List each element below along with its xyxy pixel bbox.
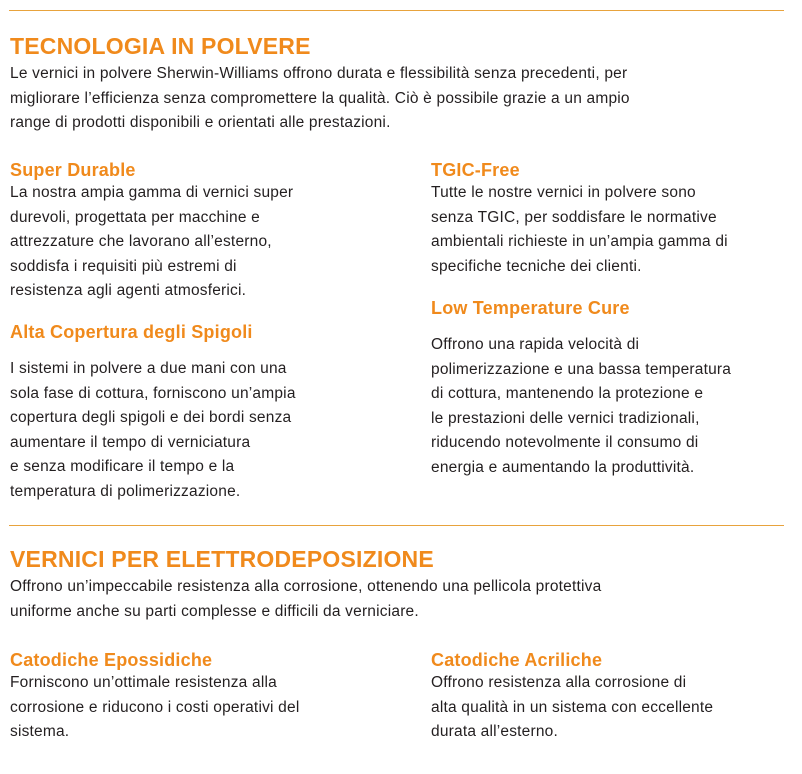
super-durable-block bbox=[10, 159, 370, 304]
edge-coverage-text: I sistemi in polvere a due mani con una sola fase di cottura, forniscono un’ampia copertura degli spigoli e dei bordi senza aumentare il tempo di verniciatura e senza modificare il tempo e la temperatura di polimerizzazione. bbox=[10, 360, 296, 500]
middle-divider bbox=[9, 525, 784, 526]
top-divider bbox=[9, 10, 784, 11]
powder-section-title: TECNOLOGIA IN POLVERE bbox=[10, 33, 311, 59]
epoxy-text: Forniscono un’ottimale resistenza alla corrosione e riducono i costi operativi del sistema. bbox=[10, 674, 300, 740]
edge-coverage-block bbox=[10, 321, 370, 504]
edge-coverage-title: Alta Copertura degli Spigoli bbox=[10, 322, 253, 342]
low-temp-block bbox=[431, 297, 791, 480]
low-temp-title: Low Temperature Cure bbox=[431, 298, 630, 318]
tgic-free-block bbox=[431, 159, 791, 279]
super-durable-title: Super Durable bbox=[10, 160, 136, 180]
low-temp-text: Offrono una rapida velocità di polimerizzazione e una bassa temperatura di cottura, mantenendo la protezione e le prestazioni delle vernici tradizionali, riducendo notevolmente il consumo di energia e aumentando la produttività. bbox=[431, 336, 732, 476]
electro-section-title: VERNICI PER ELETTRODEPOSIZIONE bbox=[10, 546, 434, 572]
acrylic-text: Offrono resistenza alla corrosione di alta qualità in un sistema con eccellente durata all’esterno. bbox=[431, 674, 714, 740]
acrylic-title: Catodiche Acriliche bbox=[431, 650, 603, 670]
tgic-free-text: Tutte le nostre vernici in polvere sono senza TGIC, per soddisfare le normative ambientali richieste in un’ampia gamma di specifiche tecniche dei clienti. bbox=[431, 184, 728, 275]
epoxy-block bbox=[10, 649, 370, 745]
electro-intro: Offrono un’impeccabile resistenza alla corrosione, ottenendo una pellicola protettiva uniforme anche su parti complesse e difficili da verniciare. bbox=[10, 578, 602, 620]
epoxy-title: Catodiche Epossidiche bbox=[10, 650, 213, 670]
powder-intro: Le vernici in polvere Sherwin-Williams offrono durata e flessibilità senza precedenti, per migliorare l’efficienza senza compromettere la qualità. Ciò è possibile grazie a un ampio range di prodotti disponibili e orientati alle prestazioni. bbox=[10, 65, 630, 131]
tgic-free-title: TGIC-Free bbox=[431, 160, 520, 180]
super-durable-text: La nostra ampia gamma di vernici super durevoli, progettata per macchine e attrezzature che lavorano all’esterno, soddisfa i requisiti più estremi di resistenza agli agenti atmosferici. bbox=[10, 184, 294, 299]
acrylic-block bbox=[431, 649, 791, 745]
